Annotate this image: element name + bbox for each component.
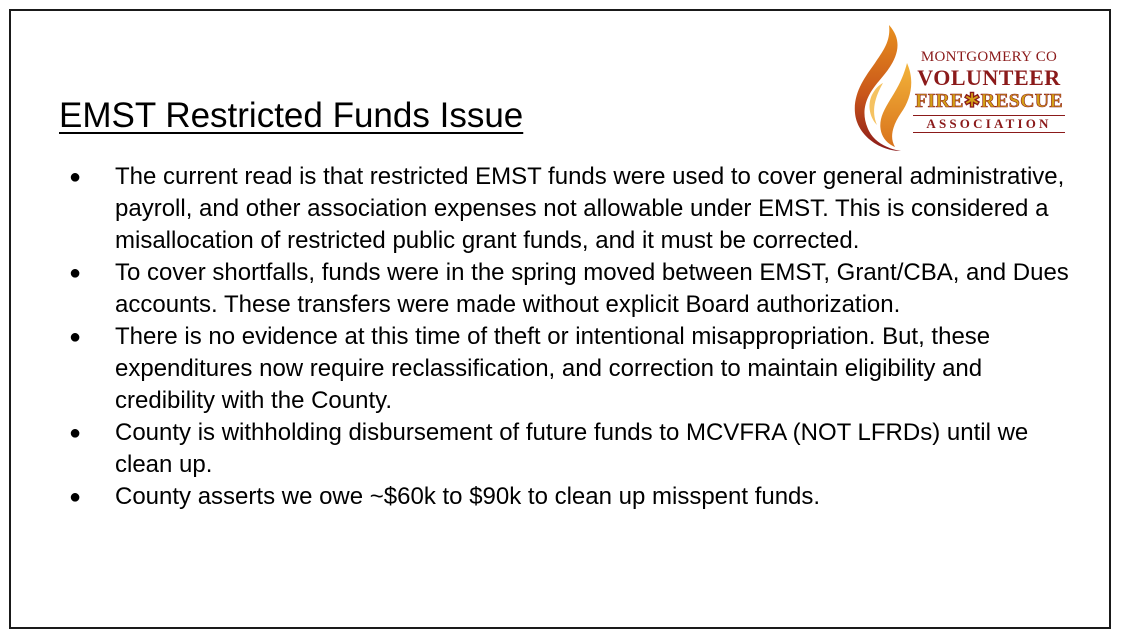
logo-text — [913, 49, 1065, 133]
mcvfra-logo — [849, 23, 1069, 153]
flame-icon — [849, 23, 919, 153]
bullet-item — [69, 257, 1079, 321]
bullet-text: County is withholding disbursement of future funds to MCVFRA (NOT LFRDs) until we clean up. — [115, 419, 1029, 478]
bullet-dot-icon: ● — [69, 166, 82, 188]
bullet-text: County asserts we owe ~$60k to $90k to clean up misspent funds. — [115, 483, 821, 510]
bullet-list — [69, 161, 1079, 513]
logo-line-volunteer: VOLUNTEER — [917, 65, 1061, 90]
logo-line-county: MONTGOMERY CO — [920, 49, 1058, 65]
bullet-item — [69, 481, 1079, 513]
logo-line-fire-rescue: FIRE✱RESCUE — [915, 90, 1063, 112]
bullet-text: To cover shortfalls, funds were in the spring moved between EMST, Grant/CBA, and Dues accounts. These transfers were made without explicit Board authorization. — [115, 259, 1069, 318]
bullet-text: There is no evidence at this time of theft or intentional misappropriation. But, these expenditures now require reclassification, and correction to maintain eligibility and credibility with the County. — [115, 323, 991, 414]
bullet-dot-icon: ● — [69, 422, 82, 444]
bullet-item — [69, 417, 1079, 481]
bullet-text: The current read is that restricted EMST funds were used to cover general administrative, payroll, and other association expenses not allowable under EMST. This is considered a misallocation of restricted public grant funds, and it must be corrected. — [115, 163, 1065, 254]
slide — [9, 9, 1111, 629]
bullet-dot-icon: ● — [69, 262, 82, 284]
bullet-item — [69, 321, 1079, 417]
bullet-dot-icon: ● — [69, 326, 82, 348]
slide-title: EMST Restricted Funds Issue — [59, 96, 524, 135]
logo-line-association: ASSOCIATION — [913, 115, 1065, 133]
bullet-dot-icon: ● — [69, 486, 82, 508]
bullet-item — [69, 161, 1079, 257]
